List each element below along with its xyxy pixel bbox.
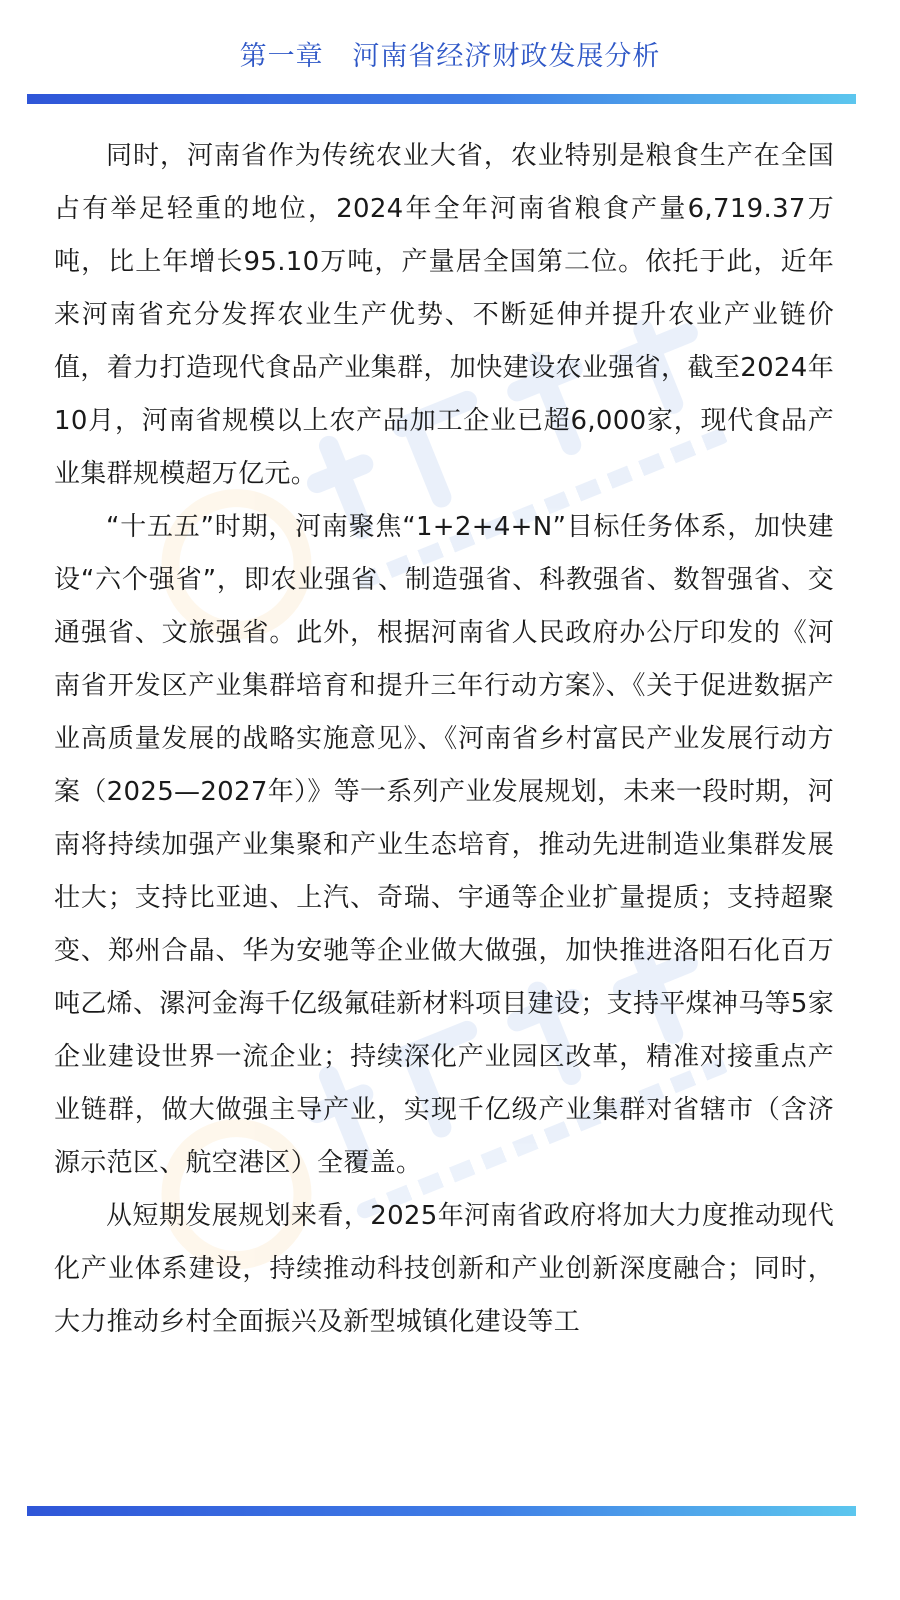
chapter-title: 第一章 河南省经济财政发展分析 <box>239 41 661 72</box>
paragraph-15th-five-year-plan: “十五五”时期，河南聚焦“1+2+4+N”目标任务体系，加快建设“六个强省”，即农业强省、制造强省、科教强省、数智强省、交通强省、文旅强省。此外，根据河南省人民政府办公厅印发的《河南省开发区产业集群培育和提升三年行动方案》、《关于促进数据产业高质量发展的战略实施意见》、《河南省乡村富民产业发展行动方案（2025—2027年）》等一系列产业发展规划，未来一段时期，河南将持续加强产业集聚和产业生态培育，推动先进制造业集群发展壮大；支持比亚迪、上汽、奇瑞、宇通等企业扩量提质；支持超聚变、郑州合晶、华为安驰等企业做大做强，加快推进洛阳石化百万吨乙烯、漯河金海千亿级氟硅新材料项目建设；支持平煤神马等5家企业建设世界一流企业；持续深化产业园区改革，精准对接重点产业链群，做大做强主导产业，实现千亿级产业集群对省辖市（含济源示范区、航空港区）全覆盖。 <box>54 512 834 1178</box>
footer-divider-bar <box>27 1506 856 1516</box>
paragraph-short-term-plan: 从短期发展规划来看，2025年河南省政府将加大力度推动现代化产业体系建设，持续推动科技创新和产业创新深度融合；同时，大力推动乡村全面振兴及新型城镇化建设等工 <box>54 1201 834 1337</box>
paragraph-agriculture: 同时，河南省作为传统农业大省，农业特别是粮食生产在全国占有举足轻重的地位，2024年全年河南省粮食产量6,719.37万吨，比上年增长95.10万吨，产量居全国第二位。依托于此，近年来河南省充分发挥农业生产优势、不断延伸并提升农业产业链价值，着力打造现代食品产业集群，加快建设农业强省，截至2024年10月，河南省规模以上农产品加工企业已超6,000家，现代食品产业集群规模超万亿元。 <box>54 141 834 489</box>
header-divider-bar <box>27 94 856 104</box>
body-text <box>54 130 834 1349</box>
